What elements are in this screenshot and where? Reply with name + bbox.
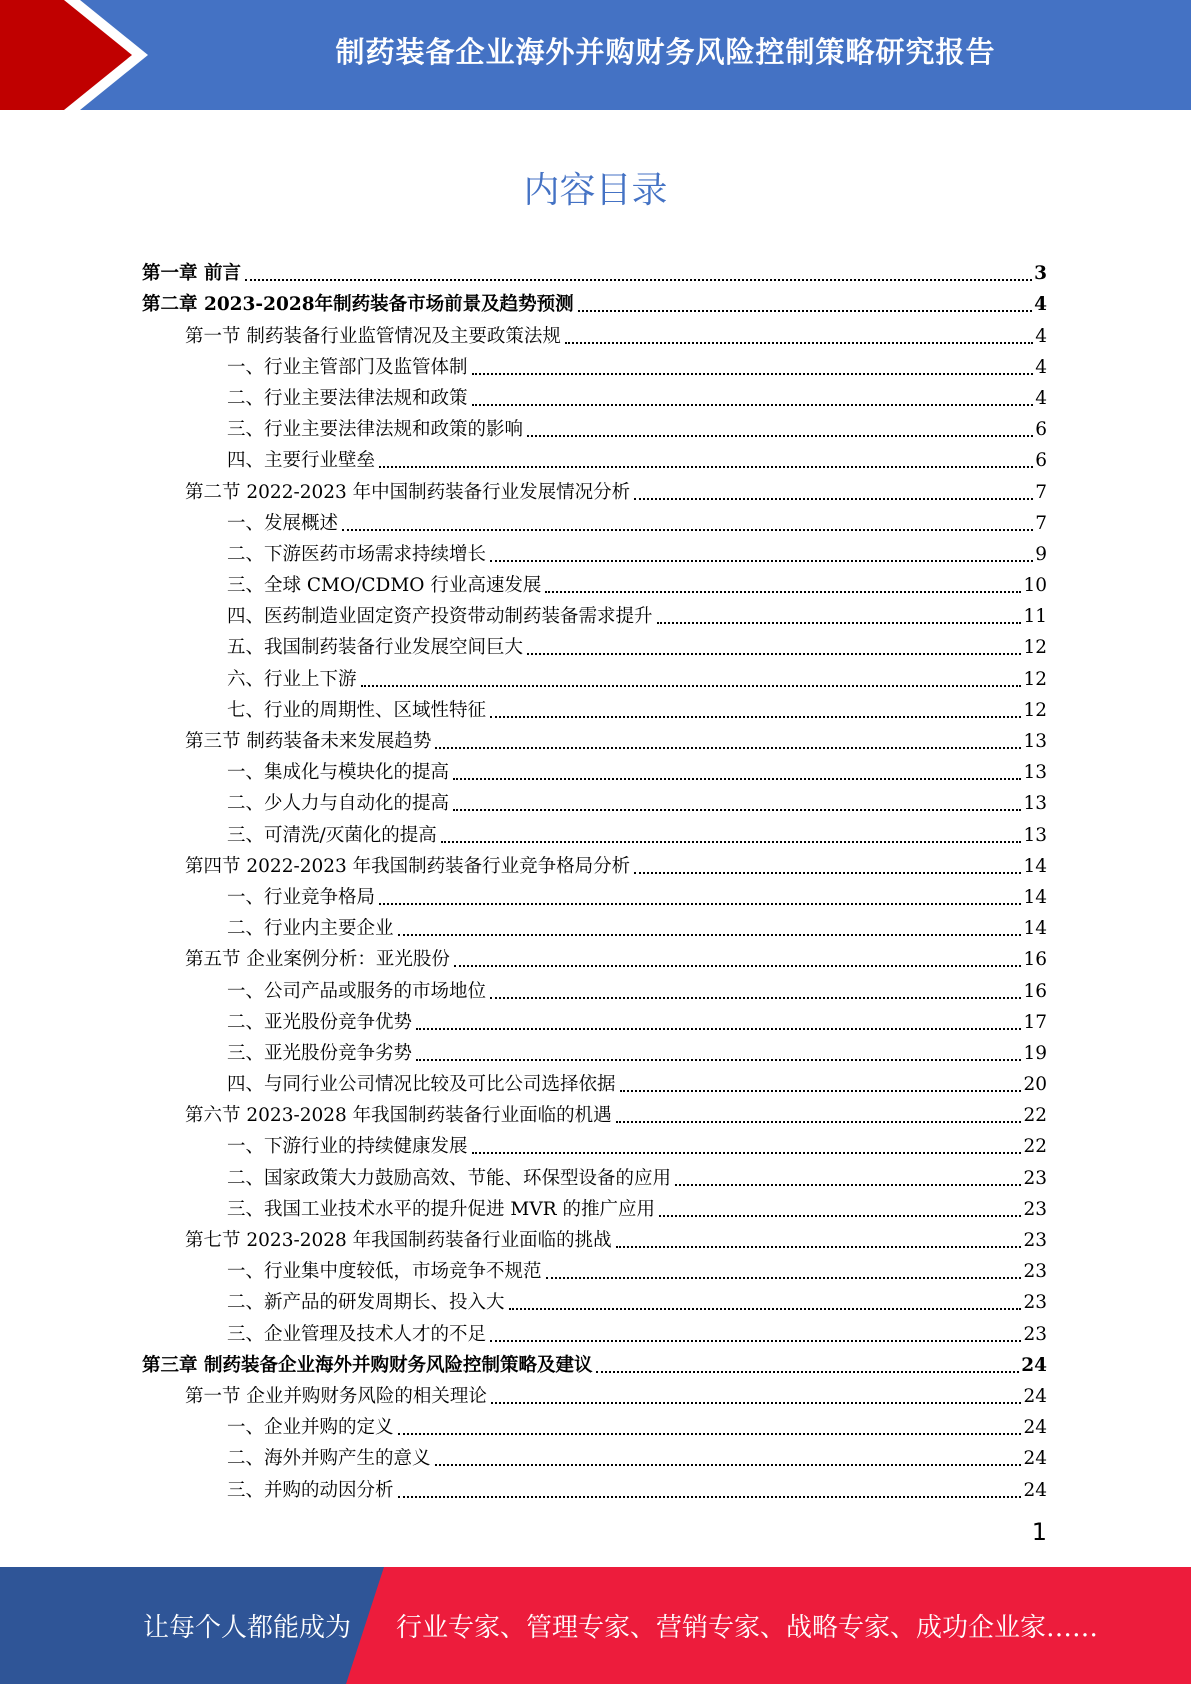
- toc-entry[interactable]: [142, 1408, 1047, 1439]
- toc-entry[interactable]: [142, 1283, 1047, 1314]
- toc-dot-leader: [441, 841, 1022, 843]
- toc-entry-page: 23: [1023, 1323, 1047, 1345]
- toc-dot-leader: [398, 934, 1022, 936]
- toc-entry[interactable]: [142, 1470, 1047, 1501]
- toc-dot-leader: [416, 1028, 1021, 1030]
- toc-dot-leader: [634, 498, 1033, 500]
- page-number: 1: [1031, 1518, 1047, 1546]
- toc-entry-label: 二、行业内主要企业: [227, 918, 394, 940]
- toc-entry[interactable]: [142, 940, 1047, 971]
- toc-dot-leader: [398, 1433, 1022, 1435]
- toc-entry[interactable]: [142, 753, 1047, 784]
- toc-entry-page: 24: [1021, 1354, 1047, 1376]
- toc-entry-page: 24: [1023, 1385, 1047, 1407]
- toc-dot-leader: [634, 872, 1021, 874]
- toc-entry-label: 一、行业竞争格局: [227, 886, 376, 908]
- toc-entry-page: 19: [1023, 1042, 1047, 1064]
- toc-dot-leader: [616, 1121, 1022, 1123]
- header-banner: [0, 0, 1191, 110]
- toc-entry-label: 四、主要行业壁垒: [227, 450, 376, 472]
- toc-dot-leader: [490, 1340, 1021, 1342]
- toc-entry[interactable]: [142, 1065, 1047, 1096]
- toc-dot-leader: [435, 1464, 1022, 1466]
- toc-entry-page: 11: [1023, 606, 1047, 628]
- toc-entry-page: 13: [1023, 731, 1047, 752]
- toc-entry[interactable]: [142, 878, 1047, 909]
- toc-dot-leader: [491, 1402, 1022, 1404]
- toc-entry-label: 二、行业主要法律法规和政策: [227, 387, 468, 409]
- toc-entry[interactable]: [142, 722, 1047, 753]
- toc-entry[interactable]: [142, 909, 1047, 940]
- toc-entry[interactable]: [142, 1190, 1047, 1221]
- toc-entry-label: 三、行业主要法律法规和政策的影响: [227, 419, 524, 441]
- toc-entry[interactable]: [142, 254, 1047, 285]
- toc-entry[interactable]: [142, 847, 1047, 878]
- toc-entry-page: 23: [1023, 1167, 1047, 1189]
- toc-entry[interactable]: [142, 691, 1047, 722]
- toc-entry-label: 二、亚光股份竞争优势: [227, 1011, 413, 1033]
- toc-entry-label: 七、行业的周期性、区域性特征: [227, 699, 487, 721]
- toc-entry-page: 12: [1023, 699, 1047, 721]
- toc-entry-page: 16: [1023, 949, 1047, 971]
- toc-entry-page: 12: [1023, 668, 1047, 690]
- toc-dot-leader: [490, 560, 1033, 562]
- toc-dot-leader: [657, 622, 1022, 624]
- toc-dot-leader: [616, 1246, 1022, 1248]
- toc-entry-page: 12: [1023, 637, 1047, 659]
- toc-entry[interactable]: [142, 441, 1047, 472]
- footer-slogan-right: 行业专家、管理专家、营销专家、战略专家、成功企业家……: [396, 1613, 1099, 1643]
- toc-entry-page: 4: [1035, 356, 1047, 378]
- toc-entry-page: 7: [1035, 481, 1047, 503]
- toc-entry-page: 13: [1023, 762, 1047, 784]
- toc-dot-leader: [490, 716, 1021, 718]
- table-of-contents: [142, 254, 1047, 1502]
- toc-entry-page: 4: [1035, 387, 1047, 409]
- toc-entry[interactable]: [142, 659, 1047, 690]
- footer-slogan-left: 让每个人都能成为: [143, 1613, 352, 1643]
- toc-dot-leader: [578, 310, 1033, 312]
- toc-entry-label: 一、公司产品或服务的市场地位: [227, 980, 487, 1002]
- toc-dot-leader: [675, 1184, 1021, 1186]
- toc-entry-label: 三、企业管理及技术人才的不足: [227, 1323, 487, 1345]
- toc-entry-label: 五、我国制药装备行业发展空间巨大: [227, 637, 524, 659]
- toc-entry-label: 一、行业集中度较低，市场竞争不规范: [227, 1261, 542, 1283]
- toc-entry[interactable]: [142, 597, 1047, 628]
- toc-dot-leader: [379, 466, 1033, 468]
- toc-entry-label: 一、集成化与模块化的提高: [227, 762, 450, 784]
- toc-entry[interactable]: [142, 1003, 1047, 1034]
- toc-entry-page: 23: [1023, 1292, 1047, 1314]
- toc-entry-page: 23: [1023, 1230, 1047, 1251]
- toc-dot-leader: [545, 591, 1021, 593]
- toc-entry-page: 6: [1035, 419, 1047, 441]
- toc-dot-leader: [546, 1277, 1022, 1279]
- toc-entry-page: 14: [1023, 918, 1047, 940]
- toc-entry-page: 4: [1034, 294, 1047, 316]
- toc-entry-page: 13: [1023, 793, 1047, 815]
- toc-entry-label: 第三章 制药装备企业海外并购财务风险控制策略及建议: [142, 1354, 593, 1376]
- toc-entry[interactable]: [142, 1127, 1047, 1158]
- toc-entry[interactable]: [142, 348, 1047, 379]
- report-title: 制药装备企业海外并购财务风险控制策略研究报告: [335, 34, 996, 69]
- toc-entry[interactable]: [142, 379, 1047, 410]
- toc-entry-label: 二、国家政策大力鼓励高效、节能、环保型设备的应用: [227, 1167, 672, 1189]
- toc-entry-page: 7: [1035, 512, 1047, 534]
- toc-entry-page: 23: [1023, 1198, 1047, 1220]
- toc-entry-label: 三、我国工业技术水平的提升促进 MVR 的推广应用: [227, 1198, 655, 1220]
- toc-entry-label: 一、企业并购的定义: [227, 1417, 394, 1439]
- toc-entry[interactable]: [142, 784, 1047, 815]
- toc-dot-leader: [527, 435, 1033, 437]
- toc-entry-label: 三、并购的动因分析: [227, 1479, 394, 1501]
- toc-dot-leader: [659, 1215, 1021, 1217]
- toc-entry-page: 6: [1035, 450, 1047, 472]
- toc-entry-page: 16: [1023, 980, 1047, 1002]
- toc-entry-label: 四、与同行业公司情况比较及可比公司选择依据: [227, 1074, 616, 1096]
- toc-entry[interactable]: [142, 1439, 1047, 1470]
- toc-dot-leader: [620, 1090, 1022, 1092]
- toc-entry-page: 9: [1035, 543, 1047, 565]
- toc-entry[interactable]: [142, 1221, 1047, 1252]
- toc-entry-page: 14: [1023, 855, 1047, 877]
- toc-entry-label: 六、行业上下游: [227, 668, 357, 690]
- toc-entry-label: 第一章 前言: [142, 263, 241, 285]
- toc-entry[interactable]: [142, 1252, 1047, 1283]
- toc-dot-leader: [416, 1059, 1021, 1061]
- footer-banner: [0, 1567, 1191, 1684]
- toc-dot-leader: [472, 373, 1034, 375]
- toc-entry-label: 一、发展概述: [227, 512, 339, 534]
- toc-entry-label: 二、新产品的研发周期长、投入大: [227, 1292, 505, 1314]
- toc-entry[interactable]: [142, 285, 1047, 316]
- toc-entry-page: 22: [1023, 1136, 1047, 1158]
- toc-entry-page: 24: [1023, 1448, 1047, 1470]
- toc-entry-label: 第六节 2023-2028 年我国制药装备行业面临的机遇: [185, 1105, 612, 1127]
- toc-entry-page: 17: [1023, 1011, 1047, 1033]
- toc-dot-leader: [245, 279, 1032, 281]
- toc-entry[interactable]: [142, 472, 1047, 503]
- toc-entry[interactable]: [142, 1034, 1047, 1065]
- toc-entry-page: 4: [1035, 325, 1047, 347]
- toc-entry-label: 二、少人力与自动化的提高: [227, 793, 450, 815]
- toc-entry[interactable]: [142, 1314, 1047, 1345]
- toc-dot-leader: [398, 1496, 1022, 1498]
- toc-entry[interactable]: [142, 815, 1047, 846]
- toc-dot-leader: [379, 903, 1021, 905]
- toc-entry[interactable]: [142, 504, 1047, 535]
- toc-entry-page: 23: [1023, 1261, 1047, 1283]
- toc-entry-page: 3: [1034, 263, 1047, 285]
- toc-entry-label: 三、可清洗/灭菌化的提高: [227, 824, 437, 846]
- toc-entry-label: 二、海外并购产生的意义: [227, 1448, 431, 1470]
- toc-dot-leader: [435, 747, 1021, 749]
- toc-entry[interactable]: [142, 566, 1047, 597]
- toc-entry-page: 14: [1023, 886, 1047, 908]
- toc-entry[interactable]: [142, 316, 1047, 347]
- toc-entry-label: 第四节 2022-2023 年我国制药装备行业竞争格局分析: [185, 855, 631, 877]
- toc-dot-leader: [453, 809, 1021, 811]
- toc-entry-page: 10: [1023, 575, 1047, 597]
- toc-dot-leader: [472, 404, 1034, 406]
- toc-entry-label: 三、亚光股份竞争劣势: [227, 1042, 413, 1064]
- toc-entry-label: 第五节 企业案例分析：亚光股份: [185, 949, 450, 971]
- toc-entry-label: 二、下游医药市场需求持续增长: [227, 543, 487, 565]
- toc-entry-label: 四、医药制造业固定资产投资带动制药装备需求提升: [227, 606, 653, 628]
- toc-entry-label: 三、全球 CMO/CDMO 行业高速发展: [227, 575, 542, 597]
- toc-entry[interactable]: [142, 1377, 1047, 1408]
- toc-entry-page: 13: [1023, 824, 1047, 846]
- toc-entry[interactable]: [142, 1096, 1047, 1127]
- toc-entry-label: 第三节 制药装备未来发展趋势: [185, 731, 432, 752]
- toc-entry-label: 一、下游行业的持续健康发展: [227, 1136, 468, 1158]
- toc-heading: 内容目录: [523, 170, 668, 211]
- toc-entry-page: 24: [1023, 1479, 1047, 1501]
- toc-entry-label: 第二章 2023-2028年制药装备市场前景及趋势预测: [142, 294, 574, 316]
- toc-dot-leader: [509, 1308, 1022, 1310]
- toc-entry[interactable]: [142, 628, 1047, 659]
- toc-dot-leader: [472, 1152, 1022, 1154]
- toc-dot-leader: [596, 1371, 1019, 1373]
- toc-dot-leader: [490, 997, 1021, 999]
- toc-dot-leader: [342, 529, 1033, 531]
- toc-entry[interactable]: [142, 535, 1047, 566]
- toc-entry[interactable]: [142, 1158, 1047, 1189]
- toc-entry-label: 第一节 制药装备行业监管情况及主要政策法规: [185, 325, 561, 347]
- toc-entry-page: 20: [1023, 1074, 1047, 1096]
- toc-entry-label: 第二节 2022-2023 年中国制药装备行业发展情况分析: [185, 481, 631, 503]
- toc-entry[interactable]: [142, 410, 1047, 441]
- toc-entry-page: 22: [1023, 1105, 1047, 1127]
- toc-entry[interactable]: [142, 971, 1047, 1002]
- toc-entry-page: 24: [1023, 1417, 1047, 1439]
- toc-entry-label: 一、行业主管部门及监管体制: [227, 356, 468, 378]
- toc-entry[interactable]: [142, 1346, 1047, 1377]
- toc-dot-leader: [527, 653, 1021, 655]
- toc-dot-leader: [361, 685, 1022, 687]
- toc-dot-leader: [454, 965, 1022, 967]
- toc-entry-label: 第七节 2023-2028 年我国制药装备行业面临的挑战: [185, 1230, 612, 1251]
- toc-dot-leader: [453, 778, 1021, 780]
- toc-entry-label: 第一节 企业并购财务风险的相关理论: [185, 1385, 487, 1407]
- toc-dot-leader: [565, 342, 1033, 344]
